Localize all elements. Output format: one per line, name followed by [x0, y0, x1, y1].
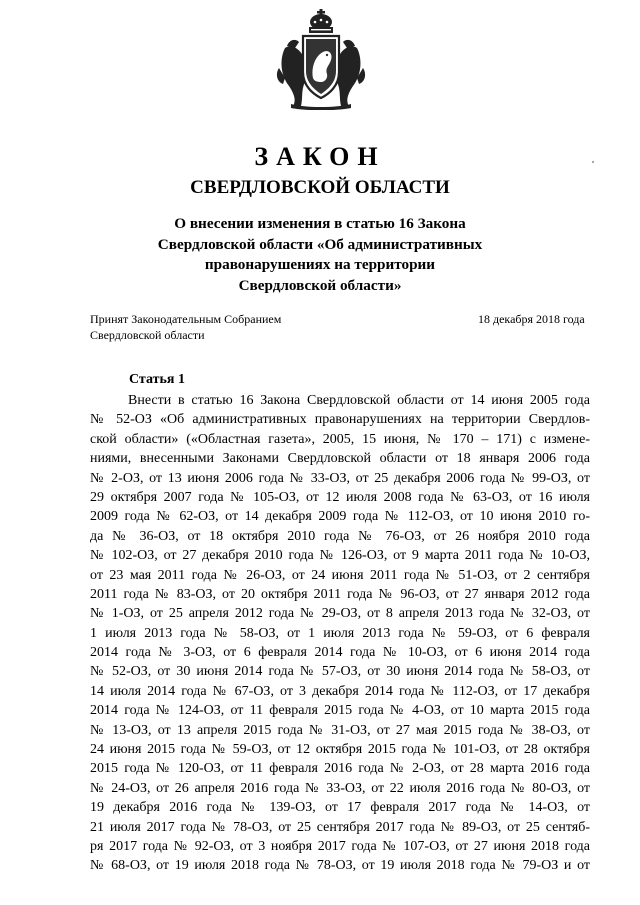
article-line: № 2-ОЗ, от 13 июня 2006 года № 33-ОЗ, от 25 декабря 2006 года № 99-ОЗ, от [90, 470, 590, 486]
article-line: 1 июля 2013 года № 58-ОЗ, от 1 июля 2013 года № 59-ОЗ, от 6 февраля [90, 625, 590, 641]
article-line: ря 2017 года № 92-ОЗ, от 3 ноября 2017 года № 107-ОЗ, от 27 июня 2018 года [90, 838, 590, 854]
adoption-body [90, 311, 281, 343]
article-line: 2011 года № 83-ОЗ, от 20 октября 2011 года № 96-ОЗ, от 27 января 2012 года [90, 586, 590, 602]
article-line: 2014 года № 3-ОЗ, от 6 февраля 2014 года № 10-ОЗ, от 6 июня 2014 года [90, 645, 590, 661]
law-heading-line: Свердловской области» [238, 276, 402, 294]
article-line: 29 октября 2007 года № 105-ОЗ, от 12 июля 2008 года № 63-ОЗ, от 16 июля [90, 489, 590, 505]
article-line: да № 36-ОЗ, от 18 октября 2010 года № 76-ОЗ, от 26 ноября 2010 года [90, 528, 590, 544]
article-line: 14 июля 2014 года № 67-ОЗ, от 3 декабря 2014 года № 112-ОЗ, от 17 декабря [90, 683, 590, 699]
document-type-title: ЗАКОН [254, 142, 386, 171]
article-line: ниями, внесенными Законами Свердловской области от 18 января 2006 года [90, 451, 590, 467]
article-line: от 23 мая 2011 года № 26-ОЗ, от 24 июня 2011 года № 51-ОЗ, от 2 сентября [90, 567, 590, 583]
law-heading-line: Свердловской области «Об административных [157, 235, 483, 253]
article-line: ской области» («Областная газета», 2005, 15 июня, № 170 – 171) с измене- [90, 431, 590, 447]
article-line: 2009 года № 62-ОЗ, от 14 декабря 2009 года № 112-ОЗ, от 10 июня 2010 го- [90, 509, 590, 525]
article-line: 21 июля 2017 года № 78-ОЗ, от 25 сентября 2017 года № 89-ОЗ, от 25 сентяб- [90, 819, 590, 835]
law-heading-line: О внесении изменения в статью 16 Закона [174, 215, 466, 232]
article-line: № 68-ОЗ, от 19 июля 2018 года № 78-ОЗ, от 19 июля 2018 года № 79-ОЗ и от [90, 858, 590, 874]
adoption-line: Принят Законодательным Собранием [90, 312, 282, 326]
article-line: 2014 года № 124-ОЗ, от 11 февраля 2015 года № 4-ОЗ, от 10 марта 2015 года [90, 703, 590, 719]
law-heading-line: правонарушениях на территории [204, 256, 436, 273]
article-line: 2015 года № 120-ОЗ, от 11 февраля 2016 года № 2-ОЗ, от 28 марта 2016 года [90, 761, 590, 777]
article-line: № 13-ОЗ, от 13 апреля 2015 года № 31-ОЗ, от 27 мая 2015 года № 38-ОЗ, от [90, 722, 590, 738]
article-line: 19 декабря 2016 года № 139-ОЗ, от 17 февраля 2017 года № 14-ОЗ, от [90, 800, 590, 816]
article-line: № 52-ОЗ «Об административных правонарушениях на территории Свердлов- [90, 412, 590, 428]
article-line: № 1-ОЗ, от 25 апреля 2012 года № 29-ОЗ, от 8 апреля 2013 года № 32-ОЗ, от [90, 606, 590, 622]
adoption-line: Свердловской области [90, 328, 205, 342]
article-line: 24 июня 2015 года № 59-ОЗ, от 12 октября 2015 года № 101-ОЗ, от 28 октября [90, 742, 590, 758]
article-line: Внести в статью 16 Закона Свердловской области от 14 июня 2005 года [128, 393, 590, 408]
article-title: Статья 1 [129, 372, 185, 387]
region-subtitle: СВЕРДЛОВСКОЙ ОБЛАСТИ [190, 177, 450, 198]
sverdlovsk-coat-of-arms-icon [275, 8, 367, 110]
adoption-date: 18 декабря 2018 года [478, 312, 585, 326]
article-line: № 24-ОЗ, от 26 апреля 2016 года № 33-ОЗ, от 22 июля 2016 года № 80-ОЗ, от [90, 780, 590, 796]
article-body [90, 391, 590, 876]
law-heading [0, 214, 640, 296]
article-line: № 102-ОЗ, от 27 декабря 2010 года № 126-ОЗ, от 9 марта 2011 года № 10-ОЗ, [90, 548, 590, 564]
article-line: № 52-ОЗ, от 30 июня 2014 года № 57-ОЗ, от 30 июня 2014 года № 58-ОЗ, от [90, 664, 590, 680]
